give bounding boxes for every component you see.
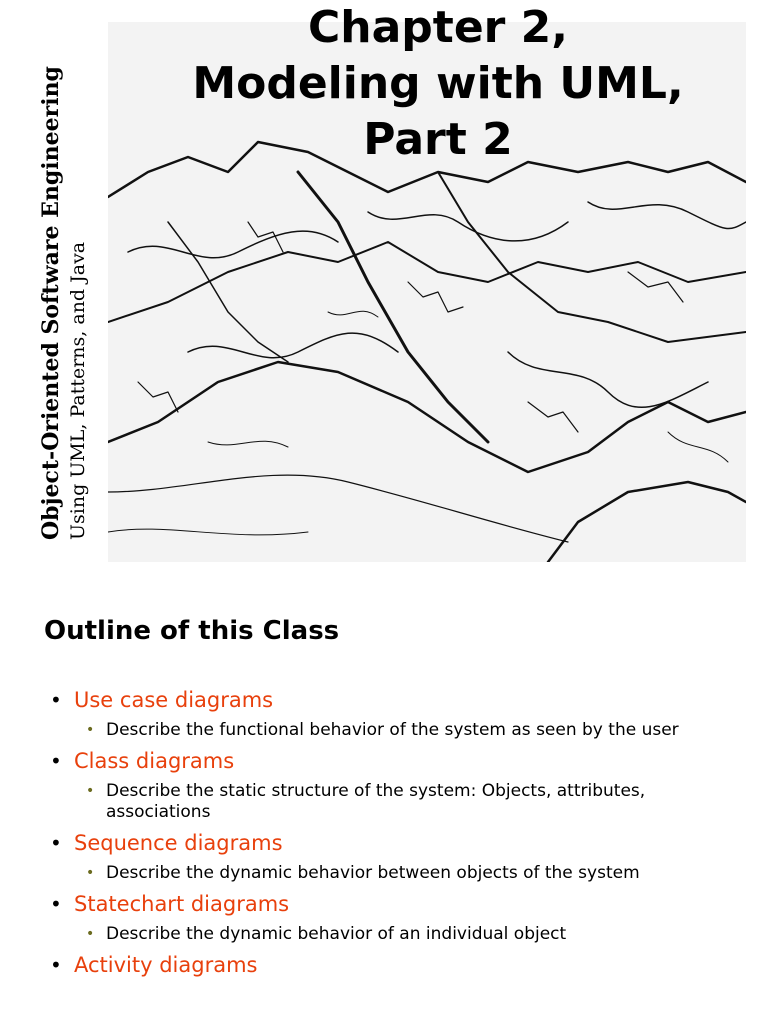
topic-description-text: Describe the static structure of the system: Objects, attributes, associations (106, 781, 646, 822)
topic-description (74, 924, 706, 945)
outline-item-sequence (50, 829, 730, 884)
outline-slide (0, 580, 768, 1024)
chapter-title-line: Chapter 2, (307, 2, 569, 53)
bullet-icon: • (50, 749, 62, 773)
topic-label: Sequence diagrams (74, 831, 283, 855)
book-title: Object-Oriented Software Engineering (38, 66, 64, 540)
topic-description (74, 781, 706, 823)
topic-description-text: Describe the dynamic behavior between objects of the system (106, 863, 640, 883)
sub-bullet-icon: • (86, 865, 95, 881)
topic-description (74, 863, 706, 884)
bullet-icon: • (50, 688, 62, 712)
bullet-icon: • (50, 892, 62, 916)
chapter-title (108, 0, 768, 168)
topic-label: Use case diagrams (74, 688, 274, 712)
topic-label: Activity diagrams (74, 953, 258, 977)
bullet-icon: • (50, 953, 62, 977)
book-subtitle: Using UML, Patterns, and Java (67, 241, 89, 540)
outline-item-use-case (50, 686, 730, 741)
outline-heading: Outline of this Class (44, 616, 340, 646)
outline-item-activity (50, 951, 730, 979)
chapter-title-line: Part 2 (363, 114, 513, 165)
outline-item-statechart (50, 890, 730, 945)
bullet-icon: • (50, 831, 62, 855)
topic-description (74, 720, 706, 741)
topic-description-text: Describe the functional behavior of the system as seen by the user (106, 720, 679, 740)
topic-label: Class diagrams (74, 749, 235, 773)
sub-bullet-icon: • (86, 722, 95, 738)
topic-label: Statechart diagrams (74, 892, 290, 916)
outline-item-class (50, 747, 730, 823)
topic-description-text: Describe the dynamic behavior of an individual object (106, 924, 567, 944)
outline-list (50, 686, 730, 985)
sub-bullet-icon: • (86, 783, 95, 799)
chapter-title-line: Modeling with UML, (192, 58, 684, 109)
book-title-vertical (37, 66, 91, 540)
sub-bullet-icon: • (86, 926, 95, 942)
